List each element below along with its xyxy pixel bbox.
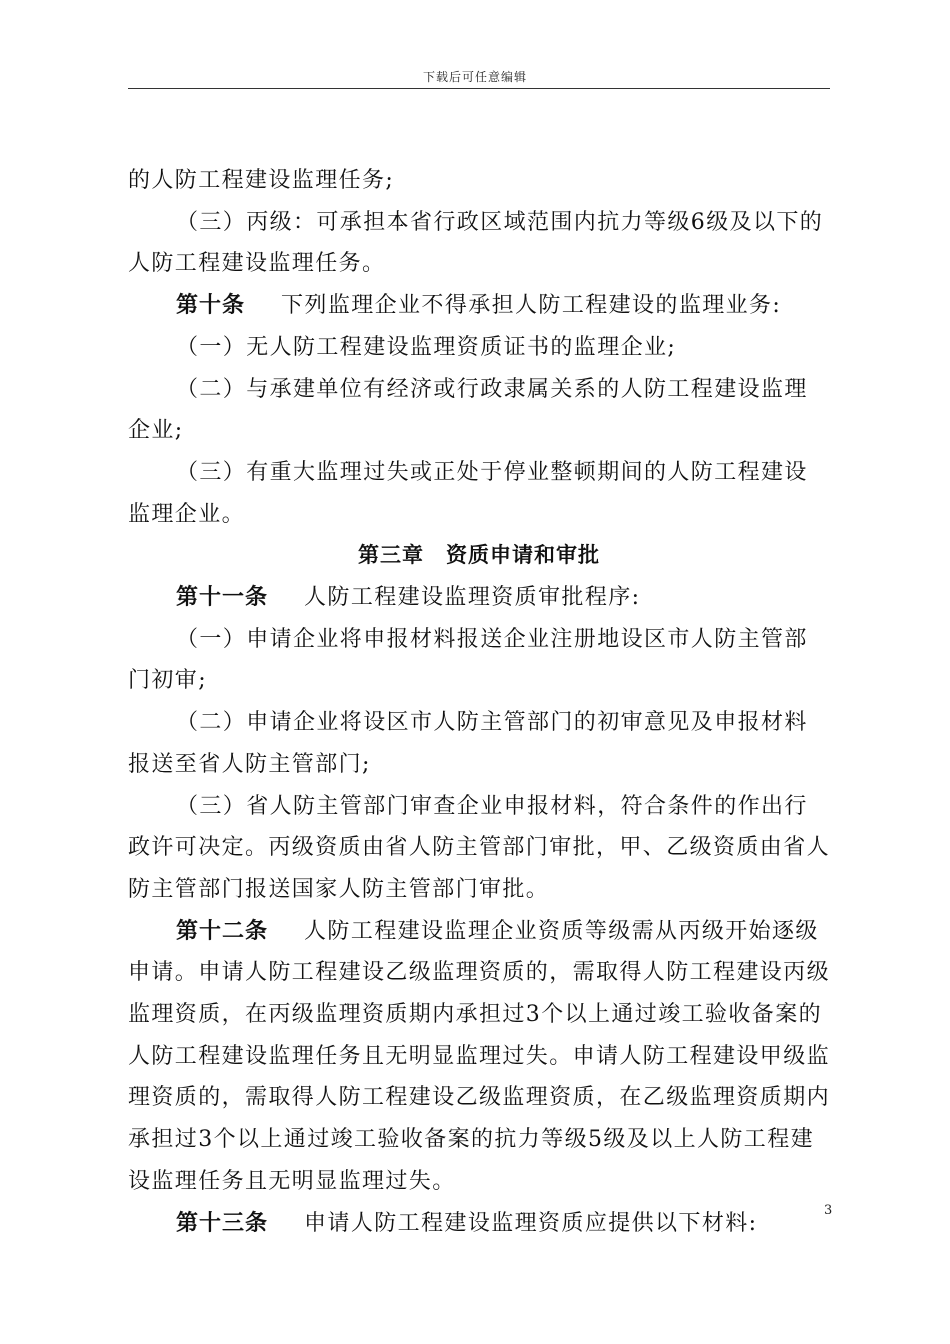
article-label: 第十一条 bbox=[176, 585, 269, 611]
article-paragraph bbox=[128, 911, 830, 1203]
article-paragraph bbox=[128, 1203, 833, 1245]
article-paragraph bbox=[128, 577, 830, 619]
paragraph: （一）无人防工程建设监理资质证书的监理企业; bbox=[176, 334, 677, 360]
page-header: 下载后可任意编辑 bbox=[422, 70, 527, 84]
header-rule bbox=[128, 88, 830, 89]
paragraph: （二）与承建单位有经济或行政隶属关系的人防工程建设监理企业; bbox=[128, 376, 808, 444]
article-label: 第十二条 bbox=[176, 918, 269, 944]
article-text: 人防工程建设监理资质审批程序: bbox=[304, 585, 641, 611]
chapter-heading: 第三章 资质申请和审批 bbox=[358, 543, 600, 568]
article-label: 第十条 bbox=[176, 293, 246, 319]
article-label: 第十三条 bbox=[176, 1210, 269, 1236]
paragraph: （三）省人防主管部门审查企业申报材料，符合条件的作出行政许可决定。丙级资质由省人防主管部门审批，甲、乙级资质由省人防主管部门报送国家人防主管部门审批。 bbox=[128, 793, 831, 902]
document-body bbox=[128, 160, 833, 1244]
paragraph: （二）申请企业将设区市人防主管部门的初审意见及申报材料报送至省人防主管部门; bbox=[128, 710, 808, 777]
article-text: 人防工程建设监理企业资质等级需从丙级开始逐级申请。申请人防工程建设乙级监理资质的，需取得人防工程建设丙级监理资质，在丙级监理资质期内承担过3个以上通过竣工验收备案的人防工程建设监理任务且无明显监理过失。申请人防工程建设甲级监理资质的，需取得人防工程建设乙级监理资质，在乙级监理资质期内承担过3个以上通过竣工验收备案的抗力等级5级及以上人防工程建设监理任务且无明显监理过失。 bbox=[128, 918, 831, 1194]
paragraph: （三）丙级：可承担本省行政区域范围内抗力等级6级及以下的人防工程建设监理任务。 bbox=[128, 209, 824, 277]
article-text: 下列监理企业不得承担人防工程建设的监理业务: bbox=[281, 293, 782, 319]
article-paragraph bbox=[128, 285, 830, 327]
article-text: 申请人防工程建设监理资质应提供以下材料: bbox=[304, 1210, 758, 1236]
paragraph: （三）有重大监理过失或正处于停业整顿期间的人防工程建设监理企业。 bbox=[128, 459, 808, 527]
paragraph: 的人防工程建设监理任务; bbox=[128, 168, 395, 193]
paragraph: （一）申请企业将申报材料报送企业注册地设区市人防主管部门初审; bbox=[128, 626, 808, 694]
page-number: 3 bbox=[824, 1203, 833, 1218]
